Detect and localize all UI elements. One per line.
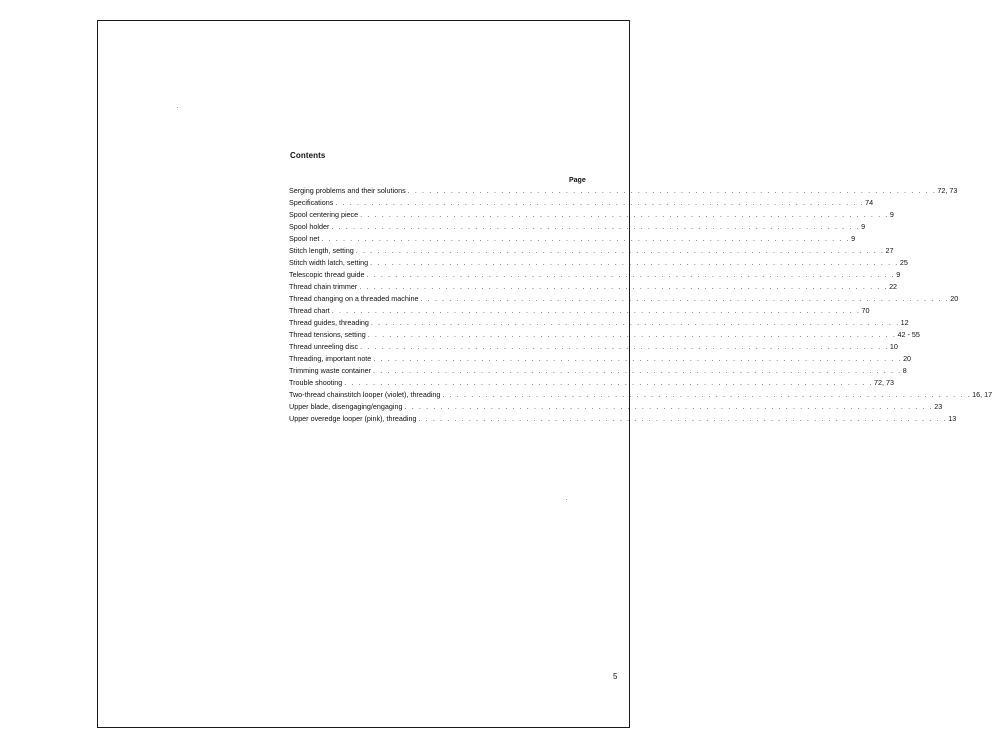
contents-heading: Contents [290,151,326,160]
toc-leader-dots: . . . . . . . . . . . . . . . . . . . . . . . . . . . . . . . . . . . . . . . . . . . . . . . . . . . . . . . . . . . . . . . . . . . . . . . . . . [442,390,972,399]
toc-leader-dots: . . . . . . . . . . . . . . . . . . . . . . . . . . . . . . . . . . . . . . . . . . . . . . . . . . . . . . . . . . . . . . . . . . . . . . . . . . [359,282,889,291]
toc-leader-dots: . . . . . . . . . . . . . . . . . . . . . . . . . . . . . . . . . . . . . . . . . . . . . . . . . . . . . . . . . . . . . . . . . . . . . . . . . . [360,210,889,219]
toc-entry-page: 25 [899,258,908,267]
toc-entry-label: Trouble shooting [289,378,343,387]
toc-entry-label: Spool holder [289,222,330,231]
toc-entry-label: Thread changing on a threaded machine [289,294,419,303]
toc-entry-label: Telescopic thread guide [289,270,365,279]
toc-entry-label: Trimming waste container [289,366,372,375]
toc-entry-label: Threading, important note [289,354,372,363]
toc-entry-page: 9 [851,234,856,243]
toc-entry-label: Serging problems and their solutions [289,186,406,195]
toc-entry-label: Two-thread chainstitch looper (violet), threading [289,390,441,399]
toc-entry [289,390,992,402]
toc-entry [289,294,959,306]
toc-entry [289,198,874,210]
toc-leader-dots: . . . . . . . . . . . . . . . . . . . . . . . . . . . . . . . . . . . . . . . . . . . . . . . . . . . . . . . . . . . . . . . . . . . . . . . . . . [331,306,861,315]
toc-entry-label: Thread tensions, setting [289,330,366,339]
toc-entry-label: Spool centering piece [289,210,359,219]
toc-leader-dots: . . . . . . . . . . . . . . . . . . . . . . . . . . . . . . . . . . . . . . . . . . . . . . . . . . . . . . . . . . . . . . . . . . . . . . . . . . [404,402,934,411]
toc-entry [289,234,856,246]
toc-entry-page: 72, 73 [937,186,958,195]
toc-entry [289,342,898,354]
toc-entry-page: 20 [950,294,959,303]
table-of-contents [289,186,992,426]
toc-entry-label: Stitch width latch, setting [289,258,369,267]
toc-leader-dots: . . . . . . . . . . . . . . . . . . . . . . . . . . . . . . . . . . . . . . . . . . . . . . . . . . . . . . . . . . . . . . . . . . . . . . . . . . [407,186,937,195]
toc-entry-page: 10 [889,342,898,351]
scan-speck [177,107,178,108]
toc-entry-label: Thread chain trimmer [289,282,358,291]
toc-entry-label: Specifications [289,198,334,207]
toc-entry [289,318,909,330]
toc-entry [289,306,870,318]
toc-entry [289,210,894,222]
toc-entry-page: 9 [896,270,901,279]
page-number: 5 [613,672,618,681]
toc-leader-dots: . . . . . . . . . . . . . . . . . . . . . . . . . . . . . . . . . . . . . . . . . . . . . . . . . . . . . . . . . . . . . . . . . . . . . . . . . . [366,270,896,279]
toc-entry-page: 20 [903,354,912,363]
toc-entry [289,378,895,390]
toc-entry [289,246,894,258]
toc-entry-label: Stitch length, setting [289,246,354,255]
toc-leader-dots: . . . . . . . . . . . . . . . . . . . . . . . . . . . . . . . . . . . . . . . . . . . . . . . . . . . . . . . . . . . . . . . . . . . . . . . . . . [355,246,885,255]
toc-entry [289,330,920,342]
toc-entry [289,270,901,282]
document-page [97,20,992,728]
toc-entry [289,366,907,378]
toc-entry [289,414,957,426]
toc-entry-page: 16, 17 [972,390,992,399]
toc-leader-dots: . . . . . . . . . . . . . . . . . . . . . . . . . . . . . . . . . . . . . . . . . . . . . . . . . . . . . . . . . . . . . . . . . . . . . . . . . . [335,198,865,207]
toc-entry-page: 70 [861,306,870,315]
page-column-header: Page [569,177,586,184]
toc-leader-dots: . . . . . . . . . . . . . . . . . . . . . . . . . . . . . . . . . . . . . . . . . . . . . . . . . . . . . . . . . . . . . . . . . . . . . . . . . . [370,318,900,327]
toc-entry [289,402,943,414]
toc-entry-page: 23 [934,402,943,411]
toc-entry [289,282,898,294]
toc-entry-page: 13 [948,414,957,423]
toc-leader-dots: . . . . . . . . . . . . . . . . . . . . . . . . . . . . . . . . . . . . . . . . . . . . . . . . . . . . . . . . . . . . . . . . . . . . . . . . . . [331,222,861,231]
toc-entry-label: Thread guides, threading [289,318,369,327]
toc-entry-page: 9 [889,210,894,219]
toc-entry-page: 22 [889,282,898,291]
toc-entry-label: Thread unreeling disc [289,342,359,351]
toc-entry [289,222,866,234]
toc-entry-page: 72, 73 [874,378,895,387]
toc-entry [289,354,912,366]
toc-leader-dots: . . . . . . . . . . . . . . . . . . . . . . . . . . . . . . . . . . . . . . . . . . . . . . . . . . . . . . . . . . . . . . . . . . . . . . . . . . [418,414,948,423]
toc-entry-page: 74 [865,198,874,207]
toc-leader-dots: . . . . . . . . . . . . . . . . . . . . . . . . . . . . . . . . . . . . . . . . . . . . . . . . . . . . . . . . . . . . . . . . . . . . . . . . . . [344,378,874,387]
toc-leader-dots: . . . . . . . . . . . . . . . . . . . . . . . . . . . . . . . . . . . . . . . . . . . . . . . . . . . . . . . . . . . . . . . . . . . . . . . . . . [370,258,899,267]
toc-entry-label: Upper overedge looper (pink), threading [289,414,417,423]
toc-leader-dots: . . . . . . . . . . . . . . . . . . . . . . . . . . . . . . . . . . . . . . . . . . . . . . . . . . . . . . . . . . . . . . . . . . . . . . . . . . [360,342,889,351]
toc-entry-page: 9 [861,222,866,231]
toc-leader-dots: . . . . . . . . . . . . . . . . . . . . . . . . . . . . . . . . . . . . . . . . . . . . . . . . . . . . . . . . . . . . . . . . . . . . . . . . . . [373,366,902,375]
toc-entry-label: Thread chart [289,306,330,315]
scan-speck [566,499,567,500]
toc-entry [289,186,958,198]
toc-entry-page: 42 - 55 [897,330,920,339]
toc-entry [289,258,908,270]
toc-entry-page: 12 [900,318,909,327]
toc-leader-dots: . . . . . . . . . . . . . . . . . . . . . . . . . . . . . . . . . . . . . . . . . . . . . . . . . . . . . . . . . . . . . . . . . . . . . . . . . . [420,294,950,303]
toc-entry-label: Spool net [289,234,320,243]
toc-leader-dots: . . . . . . . . . . . . . . . . . . . . . . . . . . . . . . . . . . . . . . . . . . . . . . . . . . . . . . . . . . . . . . . . . . . . . . . . . . [367,330,897,339]
toc-leader-dots: . . . . . . . . . . . . . . . . . . . . . . . . . . . . . . . . . . . . . . . . . . . . . . . . . . . . . . . . . . . . . . . . . . . . . . . . . . [321,234,851,243]
toc-entry-page: 8 [902,366,907,375]
toc-leader-dots: . . . . . . . . . . . . . . . . . . . . . . . . . . . . . . . . . . . . . . . . . . . . . . . . . . . . . . . . . . . . . . . . . . . . . . . . . . [373,354,903,363]
toc-entry-label: Upper blade, disengaging/engaging [289,402,403,411]
toc-entry-page: 27 [885,246,894,255]
